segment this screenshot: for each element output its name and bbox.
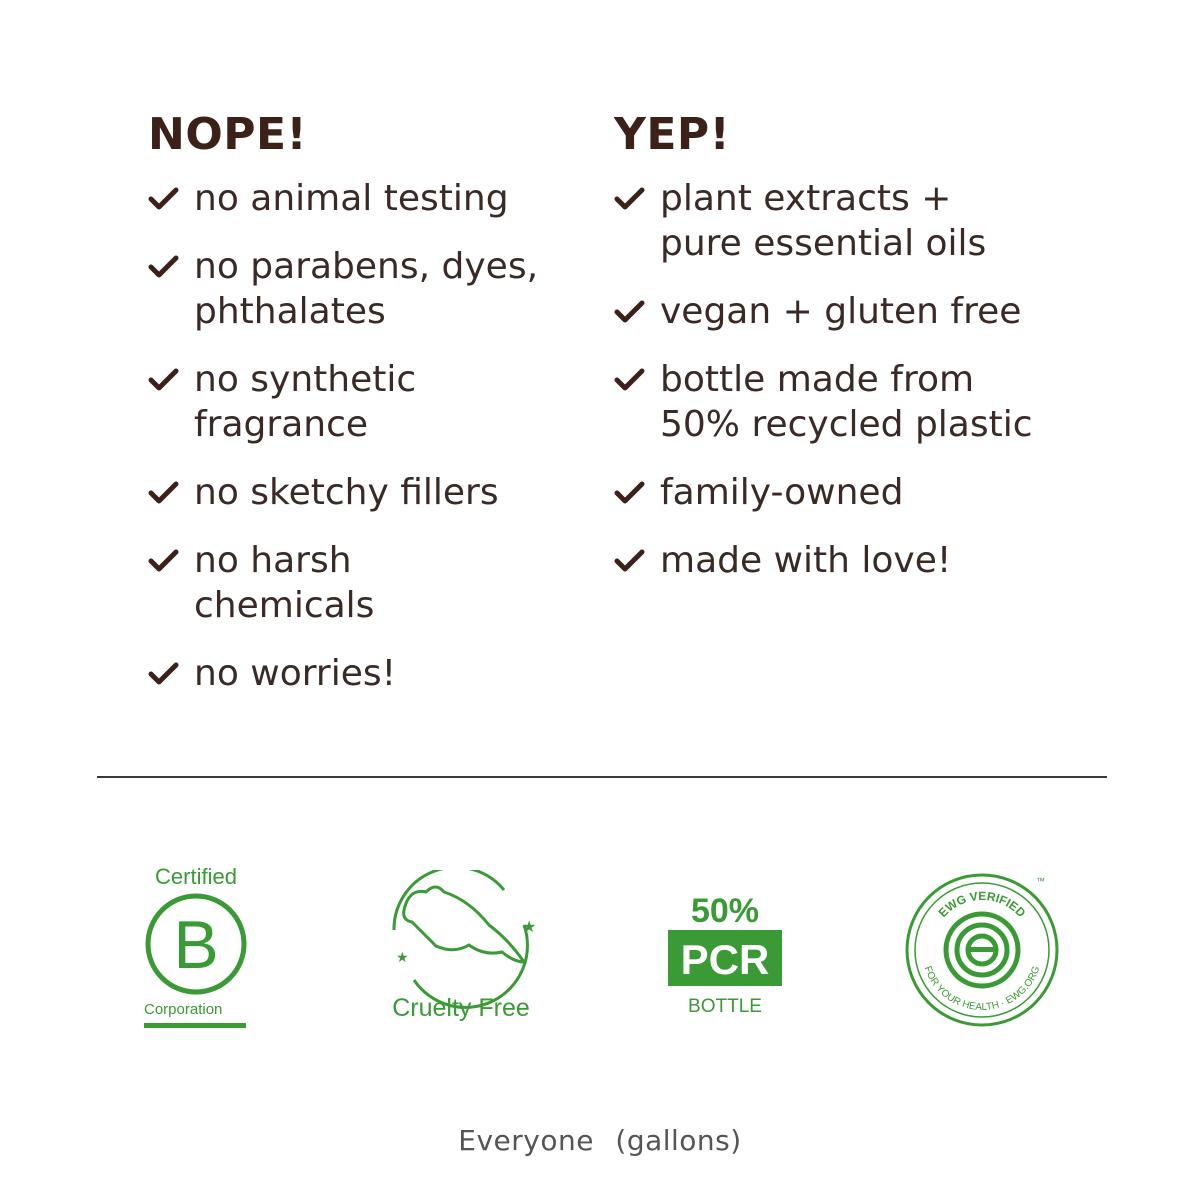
star-icon: ★ [396, 950, 409, 966]
list-item-line1: made with love! [660, 540, 952, 581]
yep-list [614, 176, 1074, 583]
list-item [614, 176, 1074, 266]
list-item-line1: no worries! [194, 653, 397, 694]
check-icon [148, 184, 180, 212]
list-item [148, 470, 588, 515]
list-item [614, 538, 1074, 583]
pcr-logo [664, 888, 786, 1023]
ewg-verified-logo [900, 868, 1065, 1033]
list-item-line1: no sketchy fillers [194, 472, 499, 513]
list-item [148, 176, 588, 221]
leaping-bunny-logo [374, 870, 549, 1030]
check-icon [614, 184, 646, 212]
check-icon [148, 252, 180, 280]
check-icon [148, 546, 180, 574]
list-item-line1: no synthetic [194, 359, 417, 400]
footer [0, 1124, 1200, 1157]
check-icon [148, 659, 180, 687]
check-icon [614, 546, 646, 574]
pcr-sub: BOTTLE [688, 996, 762, 1017]
list-item-line2: pure essential oils [660, 223, 987, 264]
list-item-line2: fragrance [194, 404, 369, 445]
list-item [148, 651, 588, 696]
bunny-shape [404, 887, 524, 962]
list-item-line1: no parabens, dyes, [194, 246, 539, 287]
ewg-top-text: EWG VERIFIED [935, 888, 1029, 920]
bcorp-underline [144, 1023, 246, 1028]
list-item-line1: bottle made from [660, 359, 975, 400]
pcr-label: PCR [680, 936, 770, 983]
yep-heading: YEP! [614, 109, 731, 160]
section-divider [97, 776, 1107, 778]
bcorp-logo [138, 860, 258, 1035]
nope-list [148, 176, 588, 696]
list-item-line1: no animal testing [194, 178, 509, 219]
check-icon [614, 297, 646, 325]
cruelty-free-label: Cruelty Free [392, 994, 530, 1022]
list-item-line2: chemicals [194, 585, 375, 626]
list-item [148, 357, 588, 447]
nope-heading: NOPE! [148, 109, 308, 160]
nope-column [148, 108, 588, 719]
list-item [614, 470, 1074, 515]
list-item [614, 289, 1074, 334]
footer-right: (gallons) [615, 1124, 742, 1157]
check-icon [614, 365, 646, 393]
list-item-line1: plant extracts + [660, 178, 952, 219]
list-item-line1: family-owned [660, 472, 904, 513]
footer-left: Everyone [458, 1124, 594, 1157]
bcorp-bottom-text: Corporation [144, 1001, 223, 1018]
ewg-e-bar [970, 947, 996, 952]
yep-column [614, 108, 1074, 606]
bcorp-letter: B [173, 907, 219, 983]
ewg-bottom-text: FOR YOUR HEALTH · EWG.ORG [921, 964, 1043, 1014]
check-icon [148, 478, 180, 506]
list-item-line2: phthalates [194, 291, 386, 332]
list-item-line1: vegan + gluten free [660, 291, 1022, 332]
list-item [614, 357, 1074, 447]
list-item-line1: no harsh [194, 540, 352, 581]
check-icon [148, 365, 180, 393]
star-icon: ★ [522, 917, 537, 936]
list-item [148, 538, 588, 628]
ewg-tm: ™ [1036, 876, 1045, 886]
pcr-percent: 50% [690, 892, 760, 930]
check-icon [614, 478, 646, 506]
list-item-line2: 50% recycled plastic [660, 404, 1033, 445]
list-item [148, 244, 588, 334]
bcorp-top-text: Certified [155, 864, 237, 889]
